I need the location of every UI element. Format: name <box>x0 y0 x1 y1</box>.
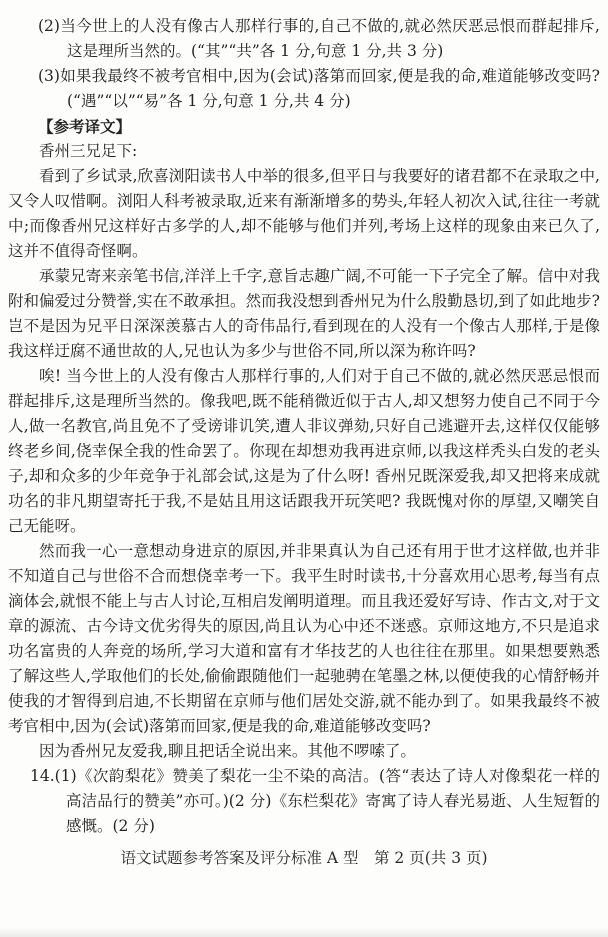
page-footer: 语文试题参考答案及评分标准 A 型 第 2 页(共 3 页) <box>120 849 488 867</box>
translation-paragraph-5: 因为香州兄友爱我,聊且把话全说出来。其他不啰嗦了。 <box>39 742 416 760</box>
answer-2-text: 当今世上的人没有像古人那样行事的,自己不做的,就必然厌恶忌恨而群起排斥,这是理所当然的。(“其”“共”各 1 分,句意 1 分,共 3 分) <box>59 17 600 60</box>
translation-paragraph-2: 承蒙兄寄来亲笔书信,洋洋上千字,意旨志趣广阔,不可能一下子完全了解。信中对我附和偏爱过分赞誉,实在不敢承担。然而我没想到香州兄为什么殷勤恳切,到了如此地步?岂不是因为兄平日深深羡慕古人的奇伟品行,看到现在的人没有一个像古人那样,于是像我这样迂腐不通世故的人,兄也认为多少与世俗不同,所以深为称许吗? <box>8 267 600 360</box>
answer-2-number: (2) <box>38 17 60 35</box>
answer-3-text: 如果我最终不被考官相中,因为(会试)落第而回家,便是我的命,难道能够改变吗?(“遇”“以”“易”各 1 分,句意 1 分,共 4 分) <box>59 67 600 110</box>
translation-paragraph-3: 唉! 当今世上的人没有像古人那样行事的,人们对于自己不做的,就必然厌恶忌恨而群起排斥,这是理所当然的。像我吧,既不能稍微近似于古人,却又想努力使自己不同于今人,做一名教官,尚且免不了受谤诽讥笑,遭人非议弹劾,只好自己逃避开去,这样仅仅能够终老乡间,侥幸保全我的性命罢了。你现在却想劝我再进京师,以我这样秃头白发的老头子,却和众多的少年竞争于礼部会试,这是为了什么呀! 香州兄既深爱我,却又把将来成就功名的非凡期望寄托于我,不是姑且用这话跟我开玩笑吧? 我既愧对你的厚望,又嘲笑自己无能呀。 <box>8 367 600 535</box>
answer-14-number: 14. <box>30 767 55 785</box>
reference-translation-heading: 【参考译文】 <box>38 117 132 136</box>
translation-paragraph-4: 然而我一心一意想动身进京的原因,并非果真认为自己还有用于世才这样做,也并非不知道自己与世俗不合而想侥幸考一下。我平生时时读书,十分喜欢用心思考,每当有点滴体会,就恨不能上与古人讨论,互相启发阐明道理。而且我还爱好写诗、作古文,对于文章的源流、古今诗文优劣得失的原因,尚且认为心中还不迷惑。京师这地方,不只是追求功名富贵的人奔竞的场所,学习大道和富有才华技艺的人也往往在那里。如果想要熟悉了解这些人,学取他们的长处,偷偷跟随他们一起驰骋在笔墨之林,以便使我的心情舒畅并使我的才智得到启迪,不长期留在京师与他们居处交游,就不能办到了。如果我最终不被考官相中,因为(会试)落第而回家,便是我的命,难道能够改变吗? <box>8 542 600 735</box>
salutation-line: 香州三兄足下: <box>39 142 138 160</box>
answer-3-number: (3) <box>38 67 60 85</box>
answer-item-14 <box>30 764 600 839</box>
translation-paragraph-1: 看到了乡试录,欣喜浏阳读书人中举的很多,但平日与我要好的诸君都不在录取之中,又令人叹惜啊。浏阳人科考被录取,近来有渐渐增多的势头,年轻人初次入试,往往一考就中;而像香州兄这样好古多学的人,却不能够与他们并列,考场上这样的现象由来已久了,这并不值得奇怪啊。 <box>8 167 600 260</box>
answer-14-text: (1)《次韵梨花》赞美了梨花一尘不染的高洁。(答“表达了诗人对像梨花一样的高洁品行的赞美”亦可。)(2 分)《东栏梨花》寄寓了诗人春光易逝、人生短暂的感慨。(2 分) <box>54 767 600 835</box>
answer-item-2 <box>38 14 600 64</box>
answer-item-3 <box>38 64 600 114</box>
